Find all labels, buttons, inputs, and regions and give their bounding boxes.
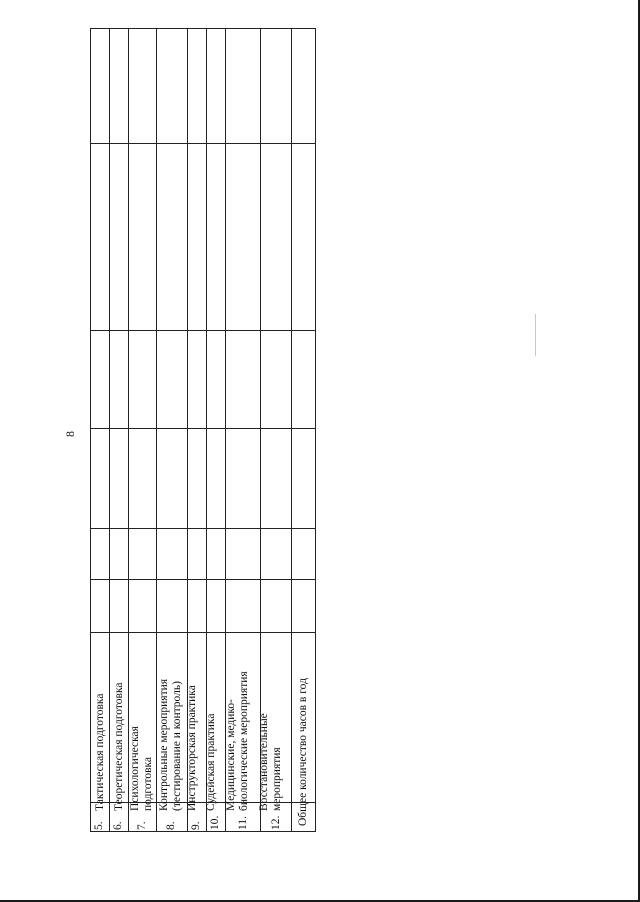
training-hours-table xyxy=(90,28,316,832)
row-label-line: Теоретическая подготовка xyxy=(112,682,125,811)
row-number: 5. xyxy=(93,821,105,830)
column-border xyxy=(90,28,316,29)
row-label-line: Психологическая xyxy=(129,726,141,811)
page-number: 8 xyxy=(63,431,77,437)
column-border xyxy=(90,143,316,144)
row-number: 7. xyxy=(136,821,148,830)
column-border xyxy=(90,330,316,331)
row-number: 11. xyxy=(237,816,249,830)
row-label-line: (тестирование и контроль) xyxy=(171,681,183,811)
row-label-line: Восстановительные xyxy=(258,713,270,811)
total-row-label xyxy=(293,606,313,826)
row-border xyxy=(315,28,316,832)
row-label-line: Тактическая подготовка xyxy=(93,693,106,811)
total-row-label-line: Общее количество часов в год xyxy=(296,678,309,826)
row-number: 10. xyxy=(209,815,221,830)
row-label-line: мероприятия xyxy=(271,747,283,811)
row-label-line: биологические мероприятия xyxy=(238,671,250,811)
column-border xyxy=(90,428,316,429)
row-label-line: Контрольные мероприятия xyxy=(158,678,170,811)
row-number: 12. xyxy=(270,815,282,830)
row-border xyxy=(291,28,292,832)
row-number: 9. xyxy=(190,821,202,830)
column-border xyxy=(90,528,316,529)
row-number: 8. xyxy=(165,821,177,830)
row-label-line: подготовка xyxy=(142,756,154,811)
row-number: 6. xyxy=(112,821,124,830)
row-label xyxy=(251,621,291,811)
scan-artifact xyxy=(535,314,536,356)
row-label-line: Медицинские, медико- xyxy=(225,698,237,811)
row-label-line: Инструкторская практика xyxy=(185,685,198,811)
row-label-line: Судейская практика xyxy=(204,713,217,811)
column-border xyxy=(90,831,316,832)
column-border xyxy=(90,579,316,580)
